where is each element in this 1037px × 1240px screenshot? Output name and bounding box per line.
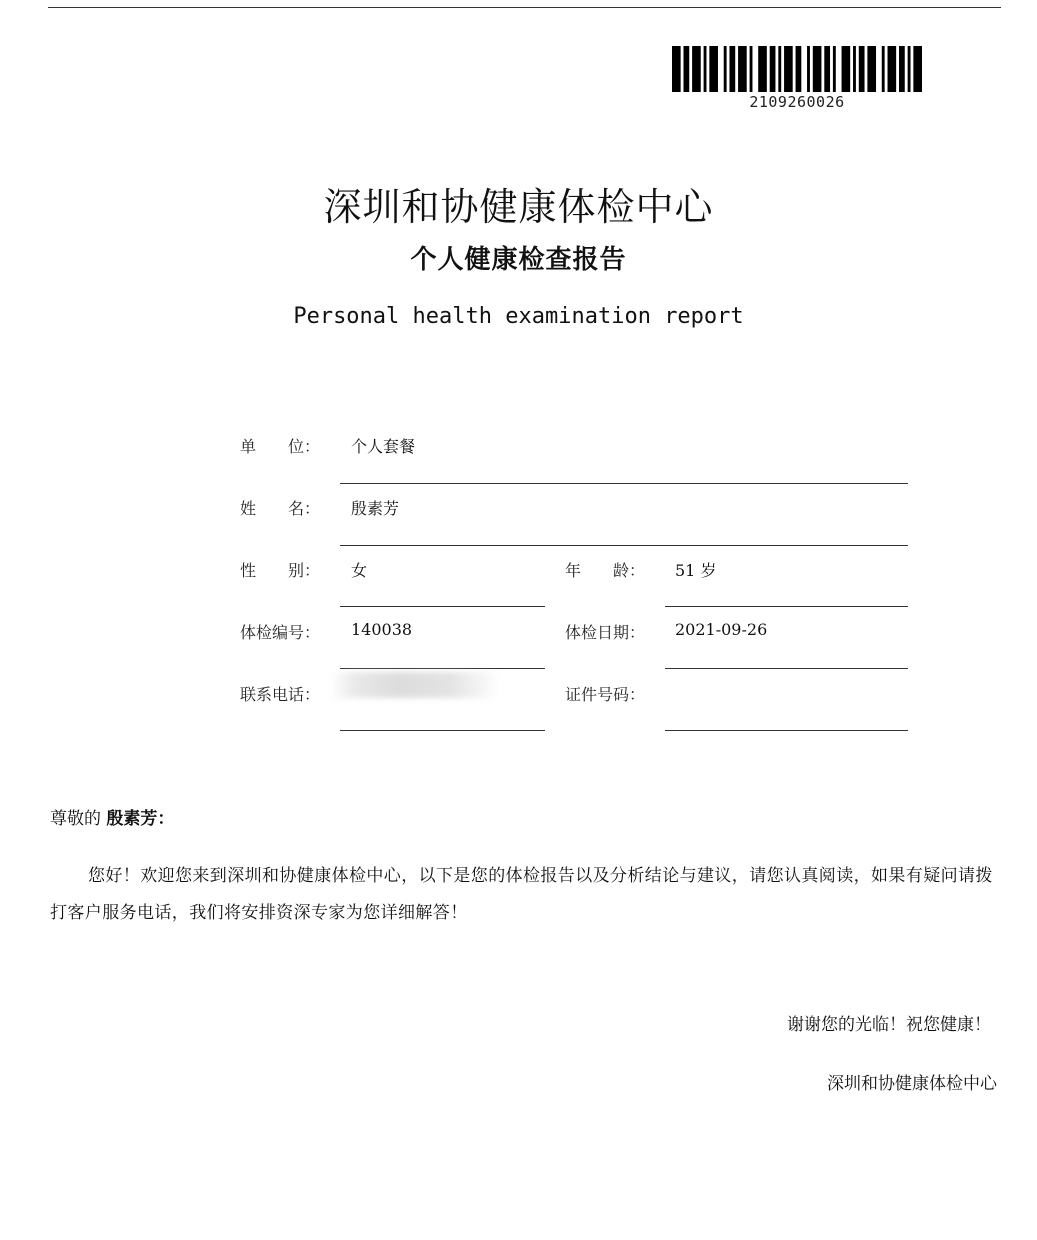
report-title: 个人健康检查报告 — [410, 245, 627, 275]
id-underline — [665, 730, 908, 731]
barcode-bar — [750, 46, 753, 92]
barcode-bar — [813, 46, 822, 92]
exam-no-value: 140038 — [351, 620, 413, 639]
name-value: 殷素芳 — [351, 499, 400, 518]
barcode-bar — [709, 46, 718, 92]
age-label: 年 龄： — [565, 561, 646, 580]
name-label: 姓 名： — [240, 499, 321, 518]
barcode-bar — [888, 46, 897, 92]
name-underline — [340, 545, 908, 546]
exam-date-value: 2021-09-26 — [675, 620, 768, 639]
age-value: 51 岁 — [675, 561, 717, 580]
barcode-bar — [672, 46, 681, 92]
greeting — [50, 804, 174, 829]
exam-no-underline — [340, 668, 545, 669]
barcode-bar — [882, 46, 885, 92]
gender-value: 女 — [351, 561, 368, 580]
recipient-name: 殷素芳： — [106, 809, 175, 829]
exam-date-underline — [665, 668, 908, 669]
exam-no-label: 体检编号： — [240, 623, 321, 642]
phone-label: 联系电话： — [240, 685, 321, 704]
barcode-bar — [683, 46, 689, 92]
barcode-bar — [913, 46, 922, 92]
barcode-bar — [778, 46, 781, 92]
exam-date-label: 体检日期： — [565, 623, 646, 642]
unit-value: 个人套餐 — [351, 437, 416, 456]
barcode-bar — [704, 46, 707, 92]
id-label: 证件号码： — [565, 685, 646, 704]
age-underline — [665, 606, 908, 607]
letter-body: 您好！欢迎您来到深圳和协健康体检中心，以下是您的体检报告以及分析结论与建议，请您认真阅读，如果有疑问请拨打客户服务电话，我们将安排资深专家为您详细解答！ — [50, 866, 993, 923]
phone-underline — [340, 730, 545, 731]
gender-label: 性 别： — [240, 561, 321, 580]
phone-value-redacted — [330, 672, 500, 698]
gender-underline — [340, 606, 545, 607]
barcode-bar — [784, 46, 793, 92]
barcode-bar — [758, 46, 767, 92]
barcode-bar — [724, 46, 727, 92]
barcode-bar — [770, 46, 776, 92]
unit-label: 单 位： — [240, 437, 321, 456]
unit-underline — [340, 483, 908, 484]
barcode-bar — [859, 46, 865, 92]
barcode-bar — [807, 46, 810, 92]
barcode-bar — [899, 46, 905, 92]
barcode-bar — [824, 46, 830, 92]
center-name: 深圳和协健康体检中心 — [323, 185, 714, 229]
barcode-number: 2109260026 — [749, 93, 845, 111]
barcode-bar — [692, 46, 701, 92]
top-rule — [48, 7, 1001, 8]
barcode-bar — [842, 46, 851, 92]
barcode-bar — [738, 46, 747, 92]
barcode — [672, 46, 922, 92]
signature: 深圳和协健康体检中心 — [827, 1074, 997, 1094]
barcode-bar — [853, 46, 856, 92]
barcode-bar — [867, 46, 876, 92]
barcode-bar — [729, 46, 735, 92]
thanks-line: 谢谢您的光临！祝您健康！ — [787, 1015, 991, 1035]
barcode-bar — [833, 46, 836, 92]
salutation: 尊敬的 — [50, 809, 101, 829]
barcode-bar — [908, 46, 911, 92]
report-title-en: Personal health examination report — [293, 304, 744, 329]
barcode-bar — [796, 46, 802, 92]
